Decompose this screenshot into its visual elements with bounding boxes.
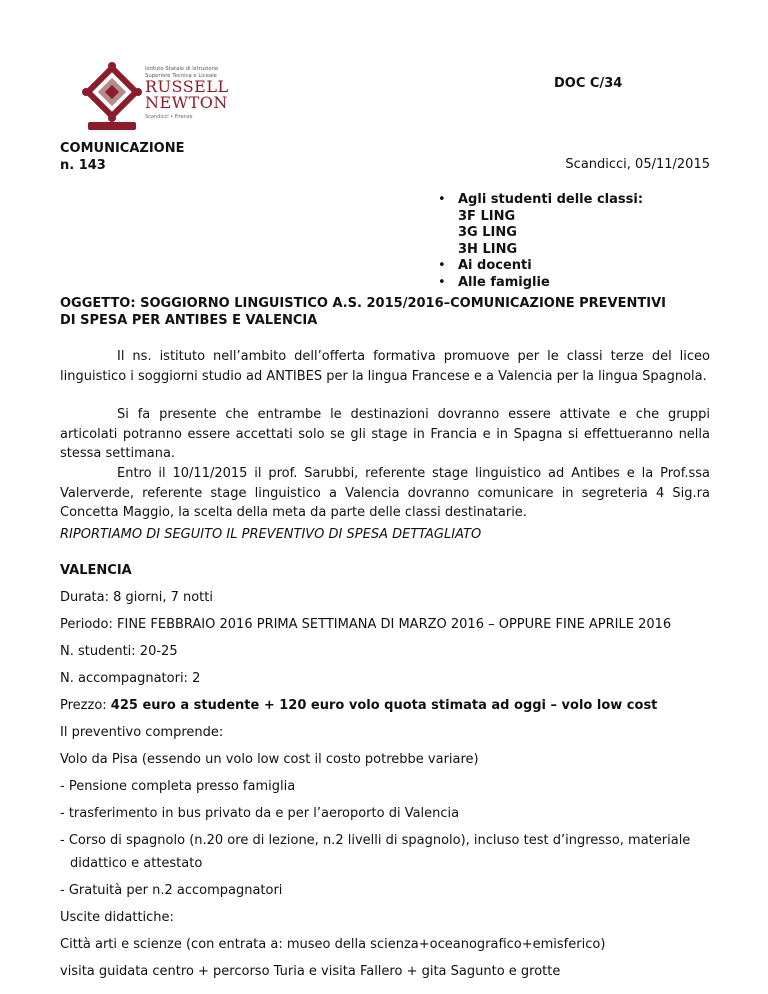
valencia-title [60,563,132,578]
valencia-uscite: Uscite didattiche: [60,910,174,925]
valencia-accompagnatori: N. accompagnatori: 2 [60,671,201,686]
school-logo [80,56,240,136]
recipient-class: 3H LING [458,241,518,257]
communication-number: n. 143 [60,158,106,173]
recipient-item: • Alle famiglie [438,275,643,292]
recipient-item: • Ai docenti [438,258,643,275]
valencia-volo: Volo da Pisa (essendo un volo low cost il costo potrebbe variare) [60,752,479,767]
communication-label: COMUNICAZIONE [60,141,185,156]
paragraph-3-text: Entro il 10/11/2015 il prof. Sarubbi, referente stage linguistico ad Antibes e la Prof.ssa Valerverde, referente stage linguistico a Valencia dovranno comunicare in segreteria 4 Sig.ra Concetta Maggio, la scelta della meta da parte delle classi destinatarie. [60,466,710,520]
subject-heading [60,295,720,329]
valencia-citta: Città arti e scienze (con entrata a: museo della scienza+oceanografico+emisferico) [60,937,606,952]
paragraph-3 [60,464,710,523]
doc-code: DOC C/34 [554,76,623,91]
prezzo-label: Prezzo: [60,698,111,713]
communication-header [60,140,184,174]
subject-line-2: DI SPESA PER ANTIBES E VALENCIA [60,313,318,328]
paragraph-2 [60,405,710,464]
valencia-corso-2: didattico e attestato [70,856,203,871]
valencia-trasferimento: - trasferimento in bus privato da e per l’aeroporto di Valencia [60,806,460,821]
section-heading: RIPORTIAMO DI SEGUITO IL PREVENTIVO DI SPESA DETTAGLIATO [60,527,482,542]
logo-line-1: Istituto Statale di Istruzione [145,66,219,72]
paragraph-1 [60,347,710,386]
recipient-item: • Agli studenti delle classi: [438,192,643,209]
prezzo-value: 425 euro a studente + 120 euro volo quota stimata ad oggi – volo low cost [110,698,658,713]
valencia-prezzo [60,698,657,713]
recipients-list [438,192,643,291]
recipient-class: 3F LING [458,208,516,224]
logo-emblem-icon [80,56,144,136]
logo-city: Scandicci • Firenze [145,114,193,120]
logo-line-2: Superiore Tecnica e Liceale [145,72,217,79]
valencia-corso-1: - Corso di spagnolo (n.20 ore di lezione, n.2 livelli di spagnolo), incluso test d’ingresso, materiale [60,833,691,848]
document-date: Scandicci, 05/11/2015 [565,157,710,172]
paragraph-2-text: Si fa presente che entrambe le destinazioni dovranno essere attivate e che gruppi articolati potranno essere accettati solo se gli stage in Francia e in Spagna si effettueranno nella stessa settimana. [60,407,710,461]
valencia-visita: visita guidata centro + percorso Turia e visita Fallero + gita Sagunto e grotte [60,964,561,979]
valencia-durata: Durata: 8 giorni, 7 notti [60,590,213,605]
logo-name-1: RUSSELL [145,77,229,96]
valencia-comprende: Il preventivo comprende: [60,725,224,740]
subject-line-1: OGGETTO: SOGGIORNO LINGUISTICO A.S. 2015/2016–COMUNICAZIONE PREVENTIVI [60,296,666,311]
recipient-class: 3G LING [458,225,517,240]
valencia-gratuita: - Gratuità per n.2 accompagnatori [60,883,283,898]
valencia-periodo: Periodo: FINE FEBBRAIO 2016 PRIMA SETTIMANA DI MARZO 2016 – OPPURE FINE APRILE 2016 [60,617,672,632]
paragraph-1-text: Il ns. istituto nell’ambito dell’offerta formativa promuove per le classi terze del liceo linguistico i soggiorni studio ad ANTIBES per la lingua Francese e a Valencia per la lingua Spagnola. [60,349,710,384]
valencia-studenti: N. studenti: 20-25 [60,644,178,659]
valencia-title-text: VALENCIA [60,563,132,578]
logo-name-2: NEWTON [145,93,228,112]
valencia-pensione: - Pensione completa presso famiglia [60,779,296,794]
